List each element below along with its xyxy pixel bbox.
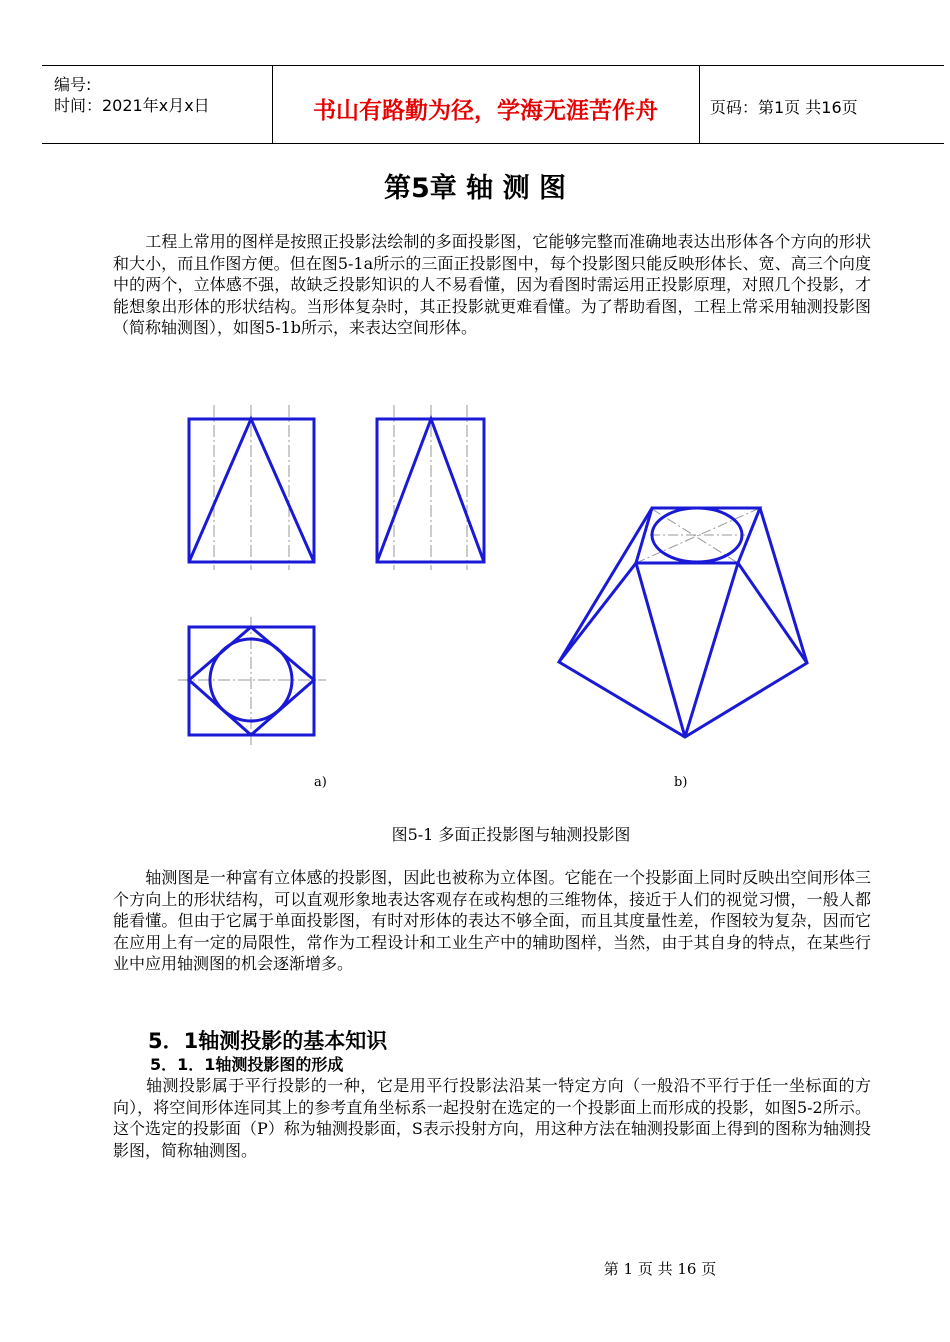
paragraph-intro: 工程上常用的图样是按照正投影法绘制的多面投影图，它能够完整而准确地表达出形体各个方向的形状和大小，而且作图方便。但在图5-1a所示的三面正投影图中，每个投影图只能反映形体长、宽、高三个向度中的两个，立体感不强，故缺乏投影知识的人不易看懂，因为看图时需运用正投影原理，对照几个投影，才能想象出形体的形状结构。当形体复杂时，其正投影就更难看懂。为了帮助看图，工程上常采用轴测投影图（简称轴测图），如图5-1b所示，来表达空间形体。 xyxy=(113,232,871,337)
header-page-cell xyxy=(700,66,944,143)
time-label: 时间：2021年x月x日 xyxy=(54,96,210,115)
side-view-projection xyxy=(377,405,484,570)
section-heading: 5．1轴测投影的基本知识 xyxy=(148,1029,388,1053)
chapter-title: 第5章 轴 测 图 xyxy=(384,173,566,204)
paragraph-axonometric: 轴测图是一种富有立体感的投影图，因此也被称为立体图。它能在一个投影面上同时反映出空间形体三个方向上的形状结构，可以直观形象地表达客观存在或构想的三维物体，接近于人们的视觉习惯，一般人都能看懂。但由于它属于单面投影图，有时对形体的表达不够全面，而且其度量性差，作图较为复杂，因而它在应用上有一定的局限性，常作为工程设计和工业生产中的辅助图样，当然，由于其自身的特点，在某些行业中应用轴测图的机会逐渐增多。 xyxy=(113,868,871,973)
serial-label: 编号: xyxy=(54,75,92,94)
page-header xyxy=(42,65,944,144)
top-view-projection xyxy=(178,617,326,745)
header-meta-cell xyxy=(42,66,273,143)
axonometric-projection xyxy=(559,508,807,737)
figure-5-1 xyxy=(0,400,950,780)
front-view-projection xyxy=(189,405,314,570)
edge xyxy=(738,563,807,663)
page-footer: 第 1 页 共 16 页 xyxy=(603,1260,717,1278)
edge xyxy=(559,563,636,662)
outer-edges xyxy=(559,508,807,737)
figure-label-b: b) xyxy=(674,775,688,790)
subsection-heading: 5．1．1轴测投影图的形成 xyxy=(150,1055,344,1074)
motto-text: 书山有路勤为径，学海无涯苦作舟 xyxy=(313,98,658,124)
figure-caption: 图5-1 多面正投影图与轴测投影图 xyxy=(391,825,631,844)
figure-label-a: a) xyxy=(314,775,327,790)
page-info: 页码：第1页 共16页 xyxy=(710,98,858,117)
paragraph-formation: 轴测投影属于平行投影的一种，它是用平行投影法沿某一特定方向（一般沿不平行于任一坐标面的方向），将空间形体连同其上的参考直角坐标系一起投射在选定的一个投影面上而形成的投影，如图5-2所示。这个选定的投影面（P）称为轴测投影面，S表示投射方向，用这种方法在轴测投影面上得到的图称为轴测投影图，简称轴测图。 xyxy=(113,1076,871,1160)
header-motto-cell xyxy=(272,66,700,143)
